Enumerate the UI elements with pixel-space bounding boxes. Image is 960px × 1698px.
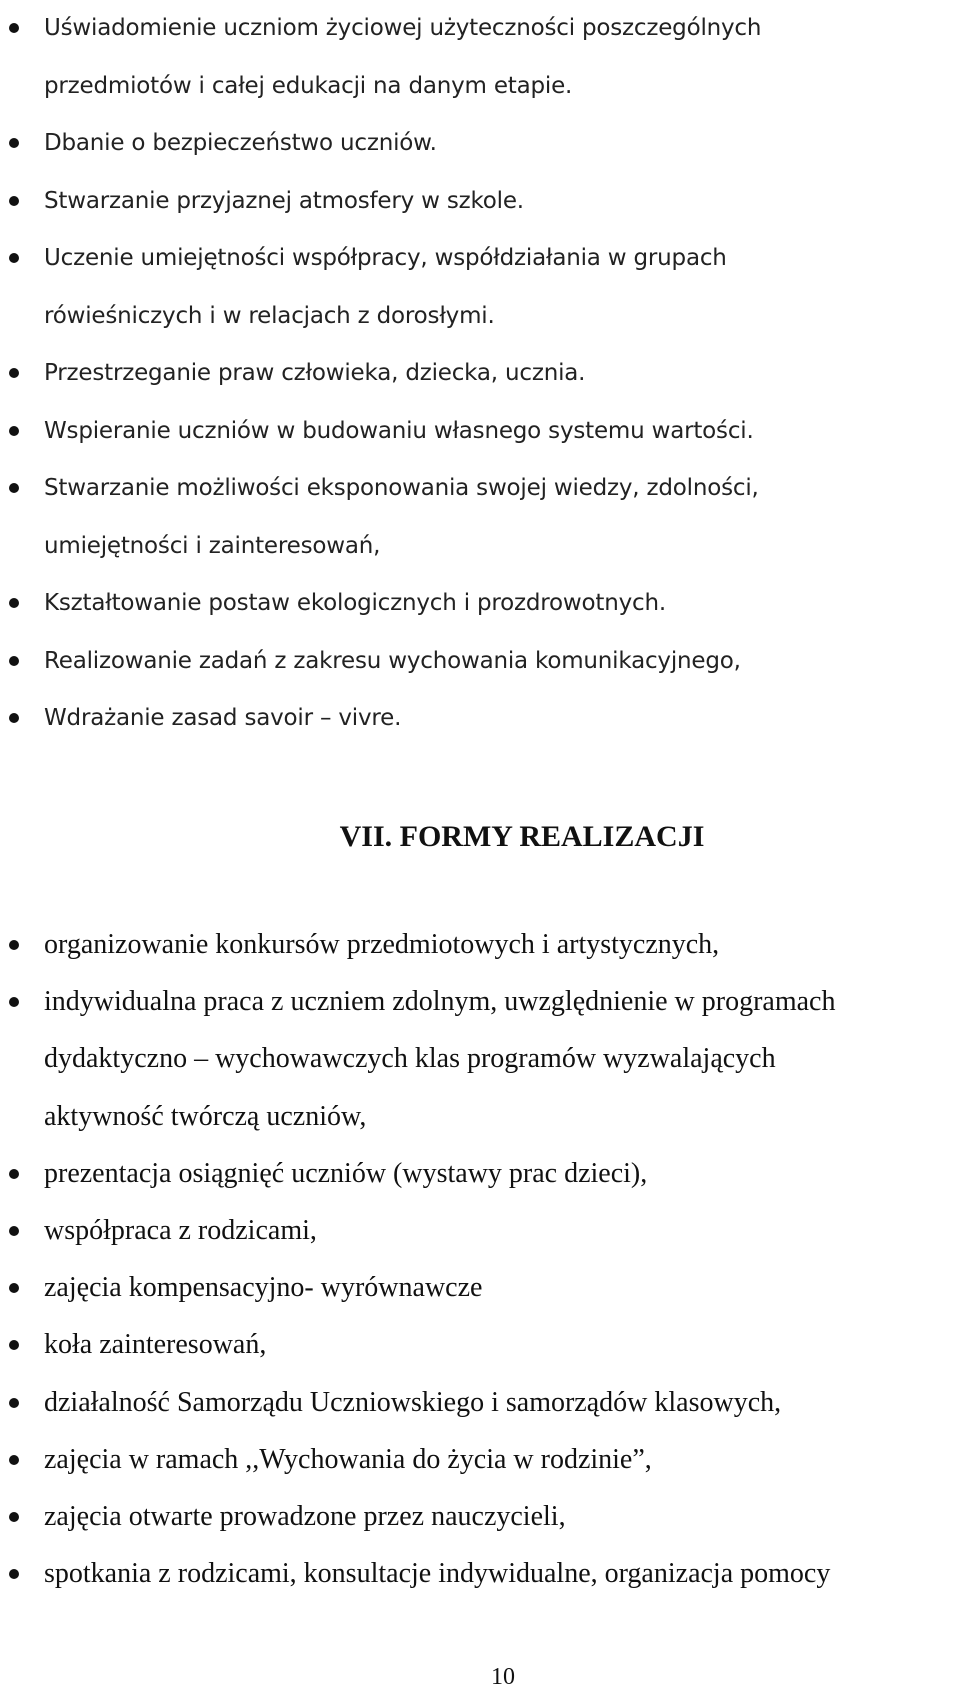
bullet-icon bbox=[9, 483, 19, 493]
bullet-icon bbox=[9, 1226, 19, 1236]
bullet-icon bbox=[9, 1398, 19, 1408]
bullet-icon bbox=[9, 23, 19, 33]
bullet-icon bbox=[9, 368, 19, 378]
list-item-line: zajęcia w ramach ,,Wychowania do życia w rodzinie”, bbox=[44, 1443, 652, 1475]
list-item-line: prezentacja osiągnięć uczniów (wystawy prac dzieci), bbox=[44, 1157, 648, 1189]
bullet-icon bbox=[9, 1283, 19, 1293]
list-item-line: zajęcia kompensacyjno- wyrównawcze bbox=[44, 1272, 483, 1304]
bullet-icon bbox=[9, 1340, 19, 1350]
bullet-icon bbox=[9, 598, 19, 608]
list-item-line: współpraca z rodzicami, bbox=[44, 1215, 317, 1247]
list-item bbox=[0, 973, 960, 1145]
list-item bbox=[0, 1259, 960, 1316]
list-item bbox=[0, 575, 960, 633]
list-item-line: spotkania z rodzicami, konsultacje indywidualne, organizacja pomocy bbox=[44, 1558, 831, 1590]
bullet-icon bbox=[9, 196, 19, 206]
list-item bbox=[0, 1431, 960, 1488]
list-item-line: aktywność twórczą uczniów, bbox=[44, 1100, 367, 1132]
list-item bbox=[0, 1316, 960, 1373]
list-item bbox=[0, 345, 960, 403]
list-item-line: Realizowanie zadań z zakresu wychowania komunikacyjnego, bbox=[44, 647, 741, 674]
list-item bbox=[0, 633, 960, 691]
list-item bbox=[0, 460, 960, 575]
list-item bbox=[0, 1545, 960, 1602]
bullet-icon bbox=[9, 713, 19, 723]
list-item-line: Wspieranie uczniów w budowaniu własnego systemu wartości. bbox=[44, 417, 754, 444]
list-item-line: organizowanie konkursów przedmiotowych i artystycznych, bbox=[44, 929, 720, 960]
list-item bbox=[0, 173, 960, 231]
list-item bbox=[0, 115, 960, 173]
page-number: 10 bbox=[491, 1664, 515, 1690]
list-item-line: przedmiotów i całej edukacji na danym etapie. bbox=[44, 72, 573, 99]
list-item-line: działalność Samorządu Uczniowskiego i samorządów klasowych, bbox=[44, 1386, 782, 1418]
list-item bbox=[0, 1488, 960, 1545]
list-item bbox=[0, 403, 960, 461]
list-item bbox=[0, 1374, 960, 1431]
list-item-line: Uświadomienie uczniom życiowej użyteczności poszczególnych bbox=[44, 15, 762, 41]
goals-list bbox=[0, 0, 960, 748]
list-item bbox=[0, 1145, 960, 1202]
bullet-icon bbox=[9, 138, 19, 148]
list-item-line: indywidualna praca z uczniem zdolnym, uwzględnienie w programach bbox=[44, 986, 836, 1018]
section-heading bbox=[0, 820, 960, 854]
bullet-icon bbox=[9, 656, 19, 666]
list-item-line: zajęcia otwarte prowadzone przez nauczycieli, bbox=[44, 1501, 566, 1533]
list-item-line: Uczenie umiejętności współpracy, współdziałania w grupach bbox=[44, 245, 727, 271]
list-item-line: Stwarzanie możliwości eksponowania swojej wiedzy, zdolności, bbox=[44, 475, 759, 501]
bullet-icon bbox=[9, 426, 19, 436]
bullet-icon bbox=[9, 253, 19, 263]
bullet-icon bbox=[9, 1455, 19, 1465]
forms-list bbox=[0, 916, 960, 1602]
list-item bbox=[0, 916, 960, 973]
list-item bbox=[0, 690, 960, 748]
list-item-line: Kształtowanie postaw ekologicznych i prozdrowotnych. bbox=[44, 590, 666, 616]
list-item-line: dydaktyczno – wychowawczych klas programów wyzwalających bbox=[44, 1043, 776, 1075]
bullet-icon bbox=[9, 940, 19, 950]
list-item-line: umiejętności i zainteresowań, bbox=[44, 532, 381, 559]
list-item-line: rówieśniczych i w relacjach z dorosłymi. bbox=[44, 302, 495, 329]
list-item-line: Przestrzeganie praw człowieka, dziecka, ucznia. bbox=[44, 360, 586, 386]
list-item-line: Wdrażanie zasad savoir – vivre. bbox=[44, 705, 402, 731]
list-item bbox=[0, 1202, 960, 1259]
bullet-icon bbox=[9, 1569, 19, 1579]
bullet-icon bbox=[9, 1512, 19, 1522]
list-item bbox=[0, 230, 960, 345]
list-item-line: Stwarzanie przyjaznej atmosfery w szkole. bbox=[44, 187, 524, 214]
bullet-icon bbox=[9, 997, 19, 1007]
list-item bbox=[0, 0, 960, 115]
list-item-line: Dbanie o bezpieczeństwo uczniów. bbox=[44, 130, 437, 156]
list-item-line: koła zainteresowań, bbox=[44, 1329, 267, 1361]
section-heading-text: VII. FORMY REALIZACJI bbox=[339, 820, 705, 853]
bullet-icon bbox=[9, 1169, 19, 1179]
